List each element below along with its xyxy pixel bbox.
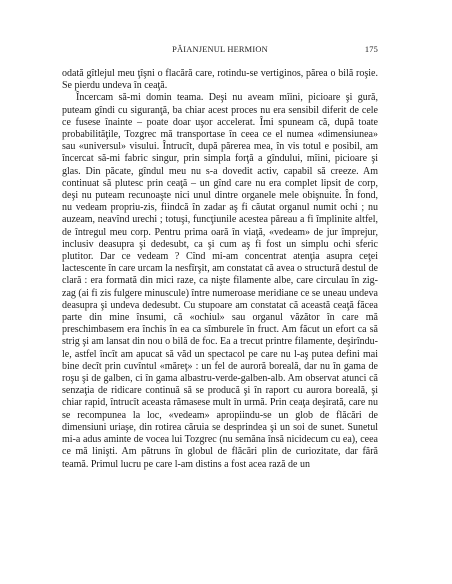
book-page bbox=[62, 45, 378, 471]
paragraph-main: Încercam să-mi domin teama. Deşi nu aveam mîini, picioare şi gură, puteam gîndi cu siguranţă, ba chiar acest proces nu era sensibil diferit de cele ce fusese înainte – poate doar uşor accelerat. Îmi spuneam că, după toate probabilităţile, Tozgrec mă transportase în ceea ce el numea «dimensiunea» sau «universul» visului. Întrucît, după părerea mea, în vis totul e posibil, am încercat să-mi fabric singur, prin simpla forţă a gîndului, mîini, picioare şi glas. Din păcate, gîndul meu nu s-a dovedit activ, capabil să creeze. Am continuat să plutesc prin ceaţă – un gînd care nu era complet lipsit de corp, deşi nu puteam recunoaşte nici unul dintre organele mele obişnuite. În fond, nu vedeam propriu-zis, fiindcă în zadar aş fi căutat organul numit ochi ; nu auzeam, neavînd urechi ; totuşi, funcţiunile acestea păreau a fi împlinite altfel, de întregul meu corp. Pentru prima oară în viaţă, «vedeam» de jur împrejur, inclusiv deasupra şi dedesubt, ca şi cum aş fi fost un simplu ochi sferic plutitor. Dar ce vedeam ? Cînd mi-am concentrat atenţia asupra ceţei lactescente în care urcam la nesfîrşit, am constatat că avea o structură destul de clară : era formată din mici raze, ca nişte filamente albe, care circulau în zig-zag (ai fi zis fulgere minuscule) între numeroase meridiane ce se uneau undeva deasupra şi undeva dedesubt. Cu stupoare am constatat că această ceaţă făcea parte din mine însumi, că «ochiul» sau organul văzător în care mă preschimbasem era închis în ea ca sîmburele în fruct. Am făcut un efort ca să strig şi am lansat din nou o bilă de foc. Ea a trecut printre filamente, deşirîndu-le, astfel încît am apucat să văd un spectacol pe care nu l-aş putea defini mai bine decît prin cuvîntul «măreţ» : un fel de auroră boreală, dar nu în gama de roşu şi de galben, ci în gama albastru-verde-galben-alb. Am observat atunci că senzaţia de ridicare continuă să se producă şi în raport cu aurora boreală, şi chiar rapid, întrucît aceasta rămasese mult în urmă. Prin ceaţa deşirată, care nu se recompunea la loc, «vedeam» apropiindu-se un glob de flăcări de dimensiuni uriaşe, din rotirea căruia se desprindea şi un soi de sunet. Sunetul mi-a adus aminte de vocea lui Tozgrec (nu semăna însă nicidecum cu ea), ceea ce mă linişti. Am pătruns în globul de flăcări plin de curiozitate, dar fără teamă. Primul lucru pe care l-am distins a fost acea rază de un bbox=[62, 92, 378, 470]
running-title: PĂIANJENUL HERMION bbox=[172, 45, 268, 54]
body-text bbox=[62, 68, 378, 471]
page-number: 175 bbox=[364, 45, 378, 54]
page-header bbox=[62, 45, 378, 59]
paragraph-continuation: odată gîtlejul meu ţîşni o flacără care, rotindu-se vertiginos, părea o bilă roşie. Se pierdu undeva în ceaţă. bbox=[62, 68, 378, 92]
